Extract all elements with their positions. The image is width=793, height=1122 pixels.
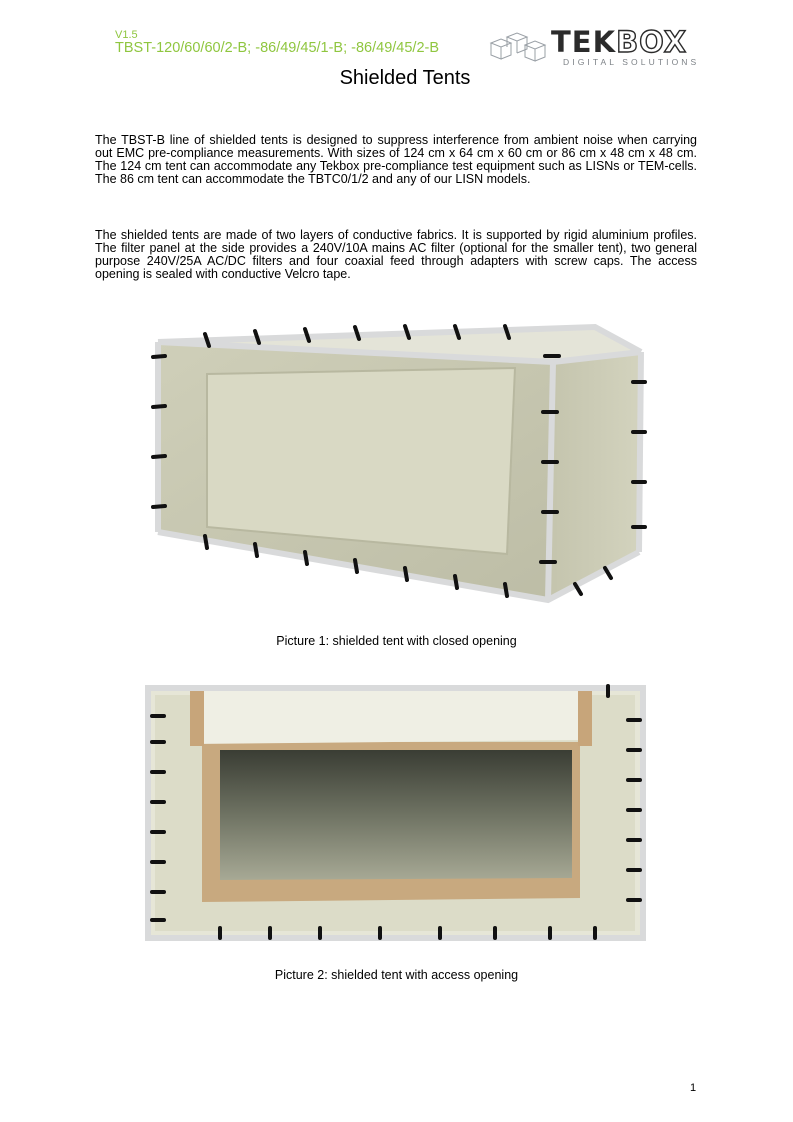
intro-paragraph: The TBST-B line of shielded tents is designed to suppress interference from ambient noise when carrying out EMC pre-compliance measurements. With sizes of 124 cm x 64 cm x 60 cm or 86 cm x 48 cm x 48 cm. The 124 cm tent can accommodate any Tekbox pre-compliance test equipment such as LISNs or TEM-cells. The 86 cm tent can accommodate the TBTC0/1/2 and any of our LISN models.	[95, 133, 697, 186]
document-models: TBST-120/60/60/2-B; -86/49/45/1-B; -86/49/45/2-B	[115, 40, 440, 56]
tent-closed-image	[145, 322, 653, 612]
document-version: V1.5	[115, 29, 138, 41]
tent-open-image	[140, 680, 652, 942]
logo-wordmark: TEKBOX	[551, 25, 688, 59]
construction-paragraph: The shielded tents are made of two layers of conductive fabrics. It is supported by rigid aluminium profiles. The filter panel at the side provides a 240V/10A mains AC filter (optional for the smaller tent), two general purpose 240V/25A AC/DC filters and four coaxial feed through adapters with screw caps. The access opening is sealed with conductive Velcro tape.	[95, 228, 697, 281]
tekbox-logo	[487, 25, 717, 67]
page-title: Shielded Tents	[339, 67, 471, 89]
figure-2-caption: Picture 2: shielded tent with access opening	[274, 968, 519, 982]
logo-subtitle: DIGITAL SOLUTIONS	[563, 57, 700, 67]
figure-1-caption: Picture 1: shielded tent with closed opening	[276, 634, 517, 648]
boxes-logo-icon	[487, 29, 551, 63]
page-number: 1	[690, 1082, 697, 1094]
